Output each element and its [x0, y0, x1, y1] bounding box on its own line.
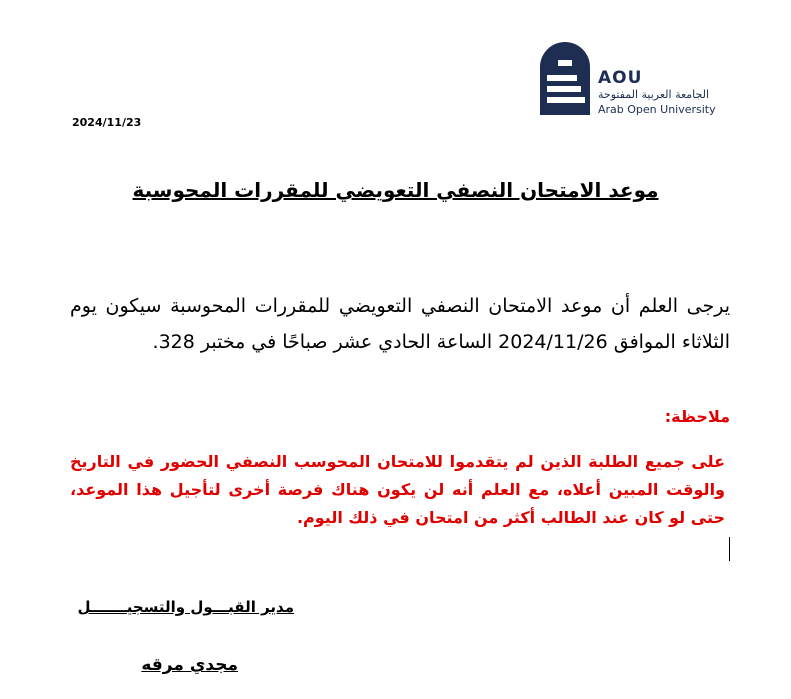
page-title: موعد الامتحان النصفي التعويضي للمقررات المحوسبة — [132, 178, 659, 202]
logo-arabic-name: الجامعة العربية المفتوحة — [598, 88, 710, 101]
note-label: ملاحظة: — [664, 407, 730, 426]
logo-english-name: Arab Open University — [598, 103, 716, 116]
document-date: 2024/11/23 — [72, 116, 142, 129]
note-text: على جميع الطلبة الذين لم يتقدموا للامتحان المحوسب النصفي الحضور في التاريخ والوقت المبين أعلاه، مع العلم أنه لن يكون هناك فرصة أخرى لتأجيل هذا الموعد، حتى لو كان عند الطالب أكثر من امتحان في ذلك اليوم. — [70, 452, 725, 527]
signature-title: مدير القبـــول والتسجيـــــــل — [77, 598, 294, 616]
text-cursor — [729, 537, 730, 561]
signature-name: مجدي مرقه — [141, 655, 238, 675]
aou-logo-icon — [540, 42, 590, 115]
body-paragraph: يرجى العلم أن موعد الامتحان النصفي التعويضي للمقررات المحوسبة سيكون يوم الثلاثاء الموافق 2024/11/26 الساعة الحادي عشر صباحًا في مختبر 328. — [70, 295, 730, 353]
logo-abbreviation: AOU — [598, 68, 643, 88]
aou-logo — [540, 42, 720, 122]
